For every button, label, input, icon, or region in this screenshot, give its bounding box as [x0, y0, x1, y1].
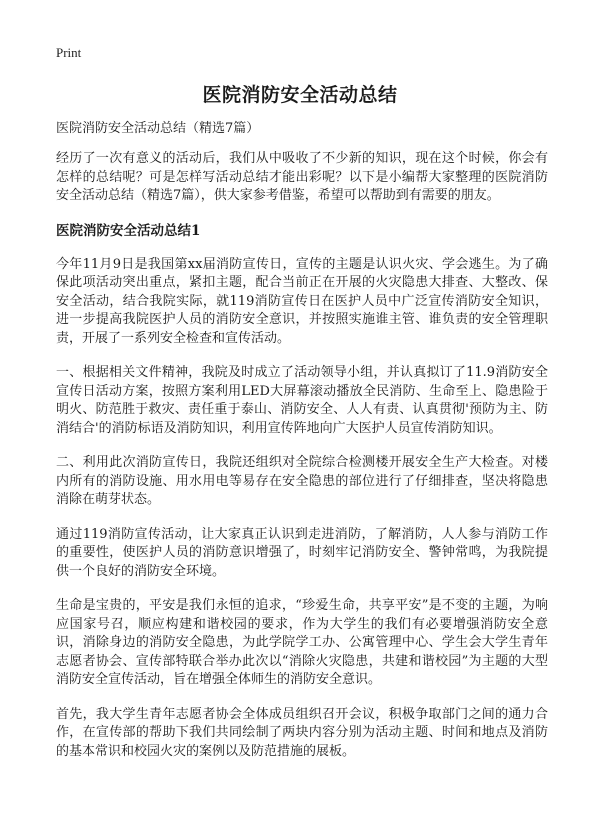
document-subtitle: 医院消防安全活动总结（精选7篇）	[56, 121, 260, 136]
body-paragraph: 首先，我大学生青年志愿者协会全体成员组织召开会议，积极争取部门之间的通力合作，在宣传部的帮助下我们共同绘制了两块内容分别为活动主题、时间和地点及消防的基本常识和校园火灾的案例以及防范措施的展板。	[56, 706, 548, 759]
body-paragraph: 通过119消防宣传活动，让大家真正认识到走进消防，了解消防，人人参与消防工作的重要性，使医护人员的消防意识增强了，时刻牢记消防安全、警钟常鸣，为我院提供一个良好的消防安全环境。	[56, 526, 548, 579]
intro-paragraph: 经历了一次有意义的活动后，我们从中吸收了不少新的知识，现在这个时候，你会有怎样的总结呢？可是怎样写活动总结才能出彩呢？以下是小编帮大家整理的医院消防安全活动总结（精选7篇），供大家参考借鉴，希望可以帮助到有需要的朋友。	[56, 151, 548, 203]
body-paragraph: 生命是宝贵的，平安是我们永恒的追求，“珍爱生命，共享平安”是不变的主题，为响应国家号召，顺应构建和谐校园的要求，作为大学生的我们有必要增强消防安全意识，消除身边的消防安全隐患，为此学院学工办、公寓管理中心、学生会大学生青年志愿者协会、宣传部特联合举办此次以“消除火灾隐患，共建和谐校园”为主题的大型消防安全宣传活动，旨在增强全体师生的消防安全意识。	[56, 598, 548, 687]
section-heading: 医院消防安全活动总结1	[56, 222, 201, 239]
body-paragraph: 一、根据相关文件精神，我院及时成立了活动领导小组，并认真拟订了11.9消防安全宣传日活动方案，按照方案利用LED大屏幕滚动播放全民消防、生命至上、隐患险于明火、防范胜于救灾、责任重于泰山、消防安全、人人有责、认真贯彻'预防为主、防消结合'的消防标语及消防知识，利用宣传阵地向广大医护人员宣传消防知识。	[56, 365, 548, 436]
body-paragraph: 今年11月9日是我国第xx届消防宣传日，宣传的主题是认识火灾、学会逃生。为了确保此项活动突出重点，紧扣主题，配合当前正在开展的火灾隐患大排查、大整改、保安全活动，结合我院实际，就119消防宣传日在医护人员中广泛宣传消防安全知识，进一步提高我院医护人员的消防安全意识，并按照实施谁主管、谁负责的安全管理职责，开展了一系列安全检查和宣传活动。	[56, 256, 548, 346]
section-paragraphs	[56, 256, 548, 762]
page-title: 医院消防安全活动总结	[202, 84, 398, 106]
print-link[interactable]: Print	[56, 45, 82, 60]
document-body	[56, 120, 548, 761]
body-paragraph: 二、利用此次消防宣传日，我院还组织对全院综合检测楼开展安全生产大检查。对楼内所有的消防设施、用水用电等易存在安全隐患的部位进行了仔细排查，坚决将隐患消除在萌芽状态。	[56, 455, 548, 507]
